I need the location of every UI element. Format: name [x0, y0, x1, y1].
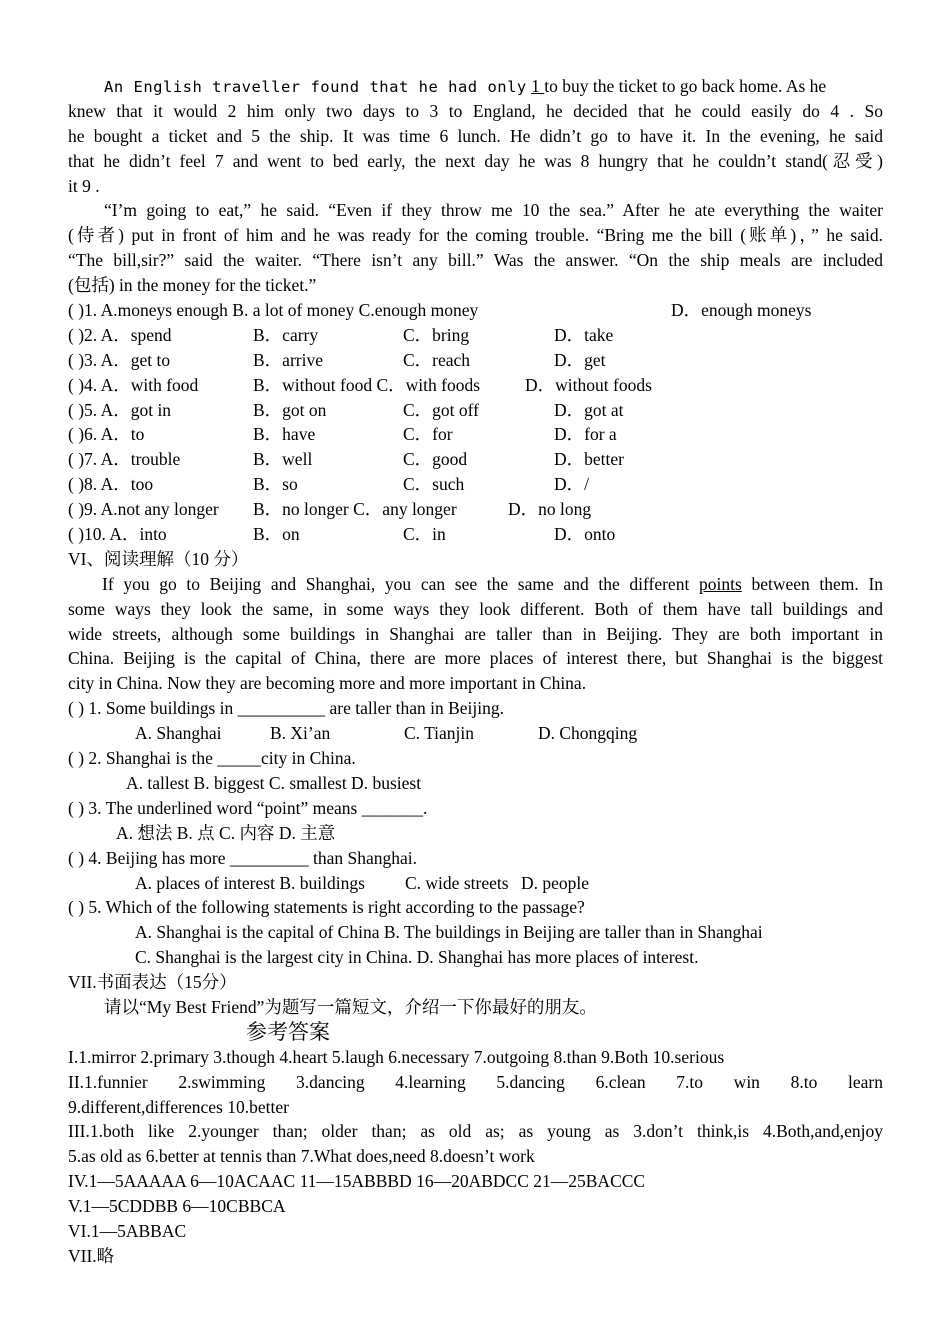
blank-1: 1 — [531, 76, 545, 96]
answer-line: IV.1—5AAAAA 6—10ACAAC 11—15ABBBD 16—20ABDCC 21—25BACCC — [68, 1171, 646, 1192]
reading-options-3: A. 想法 B. 点 C. 内容 D. 主意 — [116, 822, 336, 843]
cloze-line-6: “I’m going to eat,” he said. “Even if they throw me 10 the sea.” After he ate everything the waiter — [104, 200, 883, 221]
cloze-question: ( )6. A．to B．have C．for D．for a — [68, 424, 617, 445]
reading-options-4: A. places of interest B. buildings C. wide streets D. people — [135, 872, 590, 893]
answer-line: III.1.both like 2.younger than; older than; as old as; as young as 3.don’t think,is 4.Both,and,enjoy — [68, 1121, 883, 1142]
cloze-line-5: it 9 . — [68, 175, 100, 196]
reading-options-2: A. tallest B. biggest C. smallest D. busiest — [126, 772, 422, 793]
worksheet-page — [68, 74, 883, 1269]
cloze-question: ( )8. A．too B．so C．such D．/ — [68, 474, 589, 495]
writing-prompt: 请以“My Best Friend”为题写一篇短文，介绍一下你最好的朋友。 — [104, 996, 597, 1017]
answer-line: 5.as old as 6.better at tennis than 7.What does,need 8.doesn’t work — [68, 1146, 535, 1167]
cloze-question: ( )1. A.moneys enough B. a lot of money C.enough money D．enough moneys — [68, 300, 812, 321]
reading-options-5a: A. Shanghai is the capital of China B. The buildings in Beijing are taller than in Shanghai — [135, 922, 763, 943]
reading-question-4: ( ) 4. Beijing has more _________ than Shanghai. — [68, 847, 417, 868]
cloze-question: ( )5. A．got in B．got on C．got off D．got at — [68, 399, 624, 420]
section-title-reading: VI、阅读理解（10 分） — [68, 548, 249, 569]
cloze-question: ( )10. A．into B．on C．in D．onto — [68, 524, 616, 545]
answers-heading: 参考答案 — [246, 1019, 330, 1044]
reading-line-3: wide streets, although some buildings in Shanghai are taller than in Beijing. They are both important in — [68, 623, 883, 644]
answer-line: 9.different,differences 10.better — [68, 1096, 289, 1117]
cloze-line-1 — [68, 74, 883, 99]
cloze-line-7: (侍者) put in front of him and he was ready for the coming trouble. “Bring me the bill (账单)，” he said. — [68, 225, 883, 246]
underlined-word: points — [699, 573, 742, 594]
reading-question-3: ( ) 3. The underlined word “point” means _______. — [68, 797, 428, 818]
answer-line: VI.1—5ABBAC — [68, 1220, 187, 1241]
answer-line: V.1—5CDDBB 6—10CBBCA — [68, 1196, 286, 1217]
cloze-line-4: that he didn’t feel 7 and went to bed early, the next day he was 8 hungry that he couldn’t stand(忍受) — [68, 150, 883, 171]
cloze-question: ( )9. A.not any longer B．no longer C．any longer D．no long — [68, 499, 592, 520]
cloze-question: ( )7. A．trouble B．well C．good D．better — [68, 449, 624, 470]
reading-options-1: A. Shanghai B. Xi’an C. Tianjin D. Chongqing — [135, 723, 638, 744]
section-title-writing: VII.书面表达（15分） — [68, 972, 237, 993]
answer-line: II.1.funnier 2.swimming 3.dancing 4.learning 5.dancing 6.clean 7.to win 8.to learn — [68, 1071, 883, 1092]
cloze-line-8: “The bill,sir?” said the waiter. “There isn’t any bill.” Was the answer. “On the ship meals are included — [68, 250, 883, 271]
reading-line-5: city in China. Now they are becoming more and more important in China. — [68, 673, 587, 694]
reading-line-1: If you go to Beijing and Shanghai, you can see the same and the different points between them. In — [102, 573, 884, 594]
cloze-question: ( )4. A．with food B．without food C．with foods D．without foods — [68, 374, 652, 395]
answer-line: VII.略 — [68, 1245, 115, 1266]
reading-question-5: ( ) 5. Which of the following statements is right according to the passage? — [68, 897, 585, 918]
cloze-line-3: he bought a ticket and 5 the ship. It was time 6 lunch. He didn’t go to have it. In the evening, he said — [68, 125, 883, 146]
cloze-line-9: (包括) in the money for the ticket.” — [68, 275, 317, 296]
cloze-question: ( )2. A．spend B．carry C．bring D．take — [68, 324, 614, 345]
cloze-line-1-tail: to buy the ticket to go back home. As he — [544, 76, 827, 96]
cloze-line-2: knew that it would 2 him only two days to 3 to England, he decided that he could easily do 4 . So — [68, 100, 883, 121]
cloze-intro: An English traveller found that he had only — [104, 78, 527, 96]
reading-line-4: China. Beijing is the capital of China, there are more places of interest there, but Shanghai is the biggest — [68, 648, 883, 669]
reading-options-5b: C. Shanghai is the largest city in China. D. Shanghai has more places of interest. — [135, 947, 699, 968]
reading-question-2: ( ) 2. Shanghai is the _____city in China. — [68, 748, 356, 769]
cloze-question: ( )3. A．get to B．arrive C．reach D．get — [68, 349, 606, 370]
reading-line-2: some ways they look the same, in some ways they look different. Both of them have tall buildings and — [68, 598, 883, 619]
answer-line: I.1.mirror 2.primary 3.though 4.heart 5.laugh 6.necessary 7.outgoing 8.than 9.Both 10.serious — [68, 1046, 725, 1067]
reading-question-1: ( ) 1. Some buildings in __________ are taller than in Beijing. — [68, 698, 504, 719]
